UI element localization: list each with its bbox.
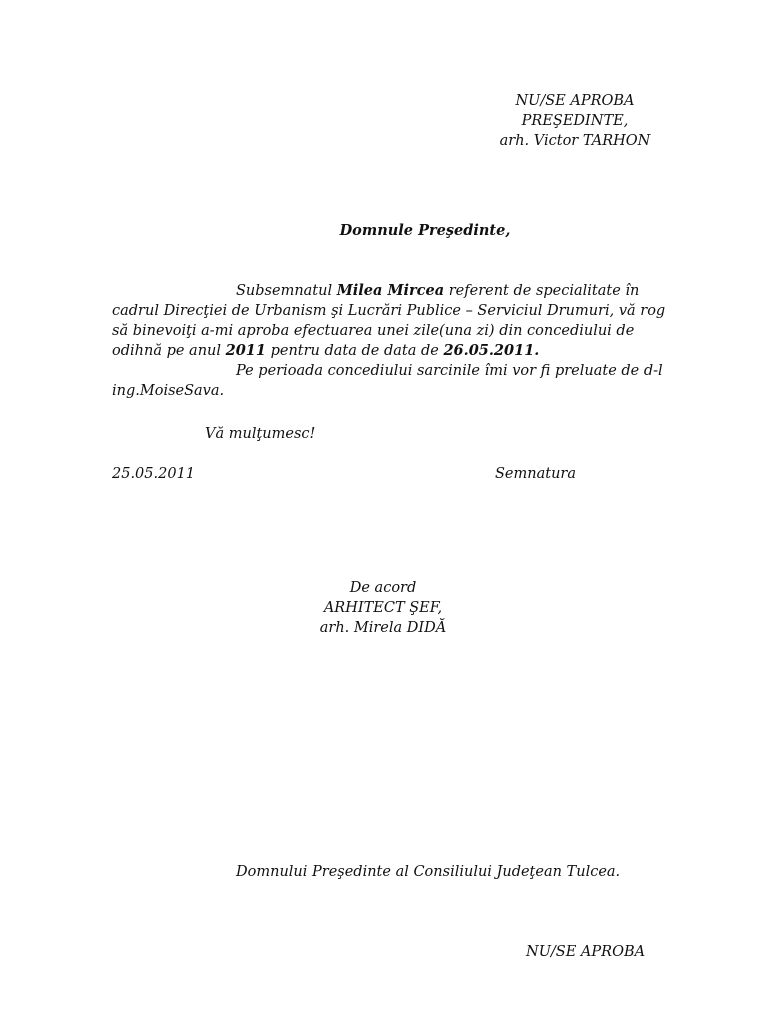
approval-header [485, 91, 665, 151]
body-line-3: să binevoiţi a-mi aproba efectuarea unei zile(una zi) din concediului de [112, 323, 635, 339]
approver-name: arh. Victor TARHON [499, 133, 651, 149]
agreement-name: arh. Mirela DIDĂ [319, 620, 447, 636]
thanks-line: Vă mulţumesc! [205, 426, 316, 442]
signature-label: Semnatura [495, 466, 576, 482]
request-body [112, 281, 672, 401]
body-replacement-line-2: ing.MoiseSava. [112, 383, 225, 399]
body-line-4 [112, 341, 672, 361]
leave-year: 2011 [225, 342, 266, 359]
body-replacement-line-1: Pe perioada concediului sarcinile îmi vor fi preluate de d-l [236, 363, 663, 379]
footer-approval-status: NU/SE APROBA [526, 944, 646, 960]
employee-name: Milea Mircea [336, 282, 445, 299]
body-intro: Subsemnatul [236, 283, 337, 299]
approval-status: NU/SE APROBA [515, 93, 635, 109]
body-year-prefix: odihnă pe anul [112, 343, 226, 359]
body-line-1 [112, 281, 672, 301]
salutation: Domnule Preşedinte, [339, 222, 511, 239]
body-role: referent de specialitate în [444, 283, 640, 299]
body-date-prefix: pentru data de data de [265, 343, 444, 359]
body-line-2: cadrul Direcţiei de Urbanism şi Lucrări Publice – Serviciul Drumuri, vă rog [112, 303, 666, 319]
agreement-title: ARHITECT ŞEF, [323, 600, 443, 616]
agreement-status: De acord [349, 580, 417, 596]
document-date: 25.05.2011 [112, 466, 196, 482]
agreement-block [283, 578, 483, 638]
leave-date: 26.05.2011. [443, 342, 540, 359]
addressee-line: Domnului Preşedinte al Consiliului Judeţean Tulcea. [236, 864, 621, 880]
approver-title: PREŞEDINTE, [521, 113, 629, 129]
